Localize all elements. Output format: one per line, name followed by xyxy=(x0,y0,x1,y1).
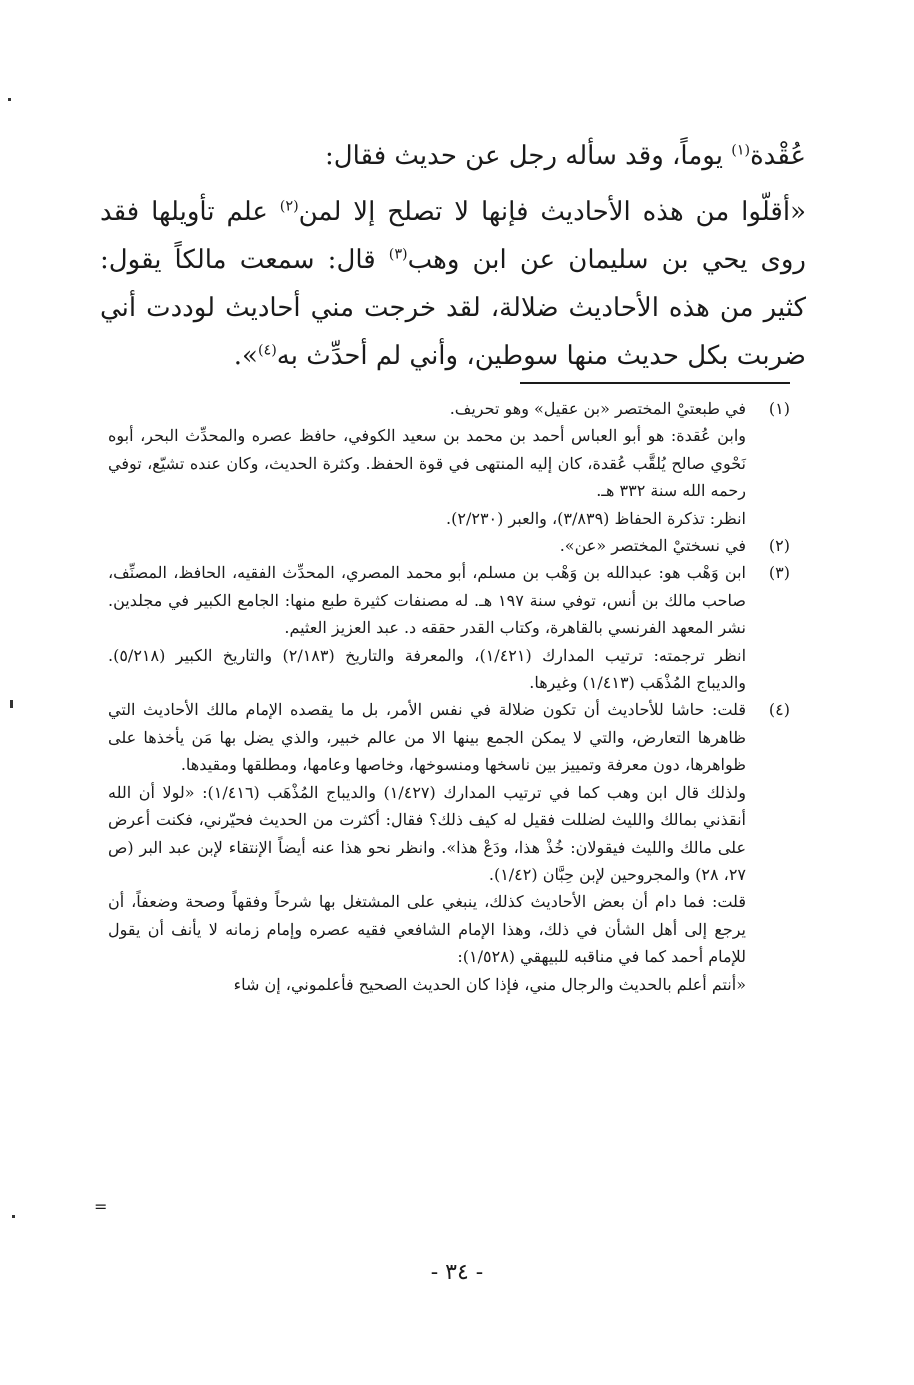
footnote-paragraph: ولذلك قال ابن وهب كما في ترتيب المدارك (١/٤٢٧) والديباج المُذْهَب (١/٤١٦): «لولا أن الله أنقذني بمالك والليث لضللت فقيل له كيف ذلك؟ فقال: أكثرت من الحديث فحيّرني، فكنت أعرض على مالك والليث فيقولان: خُذْ هذا، ودَعْ هذا». وانظر نحو هذا عنه أيضاً الإنتقاء لإبن عبد البر (ص ٢٧، ٢٨) والمجروحين لإبن حِبَّان (١/٤٢). xyxy=(108,782,747,884)
footnote-paragraph: ابن وَهْب هو: عبدالله بن وَهْب بن مسلم، أبو محمد المصري، المحدِّث الفقيه، الحافظ، المصنِّف، صاحب مالك بن أنس، توفي سنة ١٩٧ هـ. له مصنفات كثيرة طبع منها: الجامع الكبير في مجلدين. نشر المعهد الفرنسي بالقاهرة، وكتاب القدر حققه د. عبد العزيز العثيم. xyxy=(108,563,746,638)
intro-line xyxy=(100,132,806,180)
quote-end: ». xyxy=(233,341,258,371)
quote-paragraph xyxy=(100,188,806,380)
footnote-paragraph: «أنتم أعلم بالحديث والرجال مني، فإذا كان الحديث الصحيح فأعلموني، إن شاء xyxy=(233,974,746,994)
footnote-paragraph: في نسختيْ المختصر «عن». xyxy=(559,536,746,556)
continuation-mark: = xyxy=(94,1197,108,1216)
footnote-separator xyxy=(520,382,790,384)
footnote-ref-4: (٤) xyxy=(257,342,277,359)
scan-speck xyxy=(8,98,11,101)
footnote-number: (٤) xyxy=(768,700,790,720)
footnote-2 xyxy=(108,532,790,559)
footnote-paragraph: قلت: حاشا للأحاديث أن تكون ضلالة في نفس الأمر، بل ما يقصده الإمام مالك الأحاديث التي ظاهرها التعارض، والتي لا يمكن الجمع بينها الا من عالم خبير، والذي يضل بها مَن يأخذها على ظواهرها، دون معرفة وتمييز بين ناسخها ومنسوخها، وخاصها وعامها، ومطلقها ومقيدها. xyxy=(108,700,747,775)
footnote-1 xyxy=(108,395,790,532)
footnote-paragraph: قلت: فما دام أن بعض الأحاديث كذلك، ينبغي على المشتغل بها شرحاً وفقهاً وصحة وضعفاً، أن يرجع إلى أهل الشأن في ذلك، وهذا الإمام الشافعي فقيه عصره وإمام زمانه لا يأنف أن يقول للإمام أحمد كما في مناقبه للبيهقي (١/٥٢٨): xyxy=(108,892,746,967)
footnote-ref-3: (٣) xyxy=(388,246,408,263)
quote-text-3: قال: سمعت مالكاً يقول: كثير من هذه الأحاديث ضلالة، لقد خرجت مني أحاديث لوددت أني ضربت بكل حديث منها سوطين، وأني لم أحدِّث به xyxy=(100,245,806,371)
page-number: - ٣٤ - xyxy=(430,1260,484,1285)
footnotes xyxy=(108,395,790,998)
footnote-paragraph: انظر: تذكرة الحفاظ (٣/٨٣٩)، والعبر (٢/٢٣٠). xyxy=(446,508,746,528)
quote-text-2: علم تأويلها فقد روى يحي بن سليمان عن ابن وهب xyxy=(100,197,806,275)
footnote-paragraph: انظر ترجمته: ترتيب المدارك (١/٤٢١)، والمعرفة والتاريخ (٢/١٨٣) والتاريخ الكبير (٥/٢١٨). والديباج المُذْهَب (١/٤١٣) وغيرها. xyxy=(108,645,747,693)
footnote-paragraph: في طبعتيْ المختصر «بن عقيل» وهو تحريف. xyxy=(449,399,746,418)
footnote-number: (١) xyxy=(768,399,790,418)
main-text xyxy=(100,132,806,380)
footnote-3 xyxy=(108,559,790,696)
intro-name: عُقْدة xyxy=(750,141,806,171)
footnote-paragraph: وابن عُقدة: هو أبو العباس أحمد بن محمد بن سعيد الكوفي، حافظ عصره والمحدِّث البحر، أبوه نَحْوي صالح يُلقَّب عُقدة، كان إليه المنتهى في قوة الحفظ. وكثرة الحديث، وكان عنده تشيّع، توفي رحمه الله سنة ٣٣٢ هـ. xyxy=(108,426,746,501)
scan-speck xyxy=(10,700,13,708)
footnote-number: (٣) xyxy=(768,563,790,583)
quote-text-1: «أقلّوا من هذه الأحاديث فإنها لا تصلح إلا لمن xyxy=(298,197,806,227)
scan-speck xyxy=(12,1215,15,1218)
footnote-number: (٢) xyxy=(768,536,790,556)
intro-rest: يوماً، وقد سأله رجل عن حديث فقال: xyxy=(324,141,732,171)
footnote-ref-2: (٢) xyxy=(279,198,299,215)
footnote-ref-1: (١) xyxy=(731,142,751,159)
footnote-4 xyxy=(108,696,790,997)
